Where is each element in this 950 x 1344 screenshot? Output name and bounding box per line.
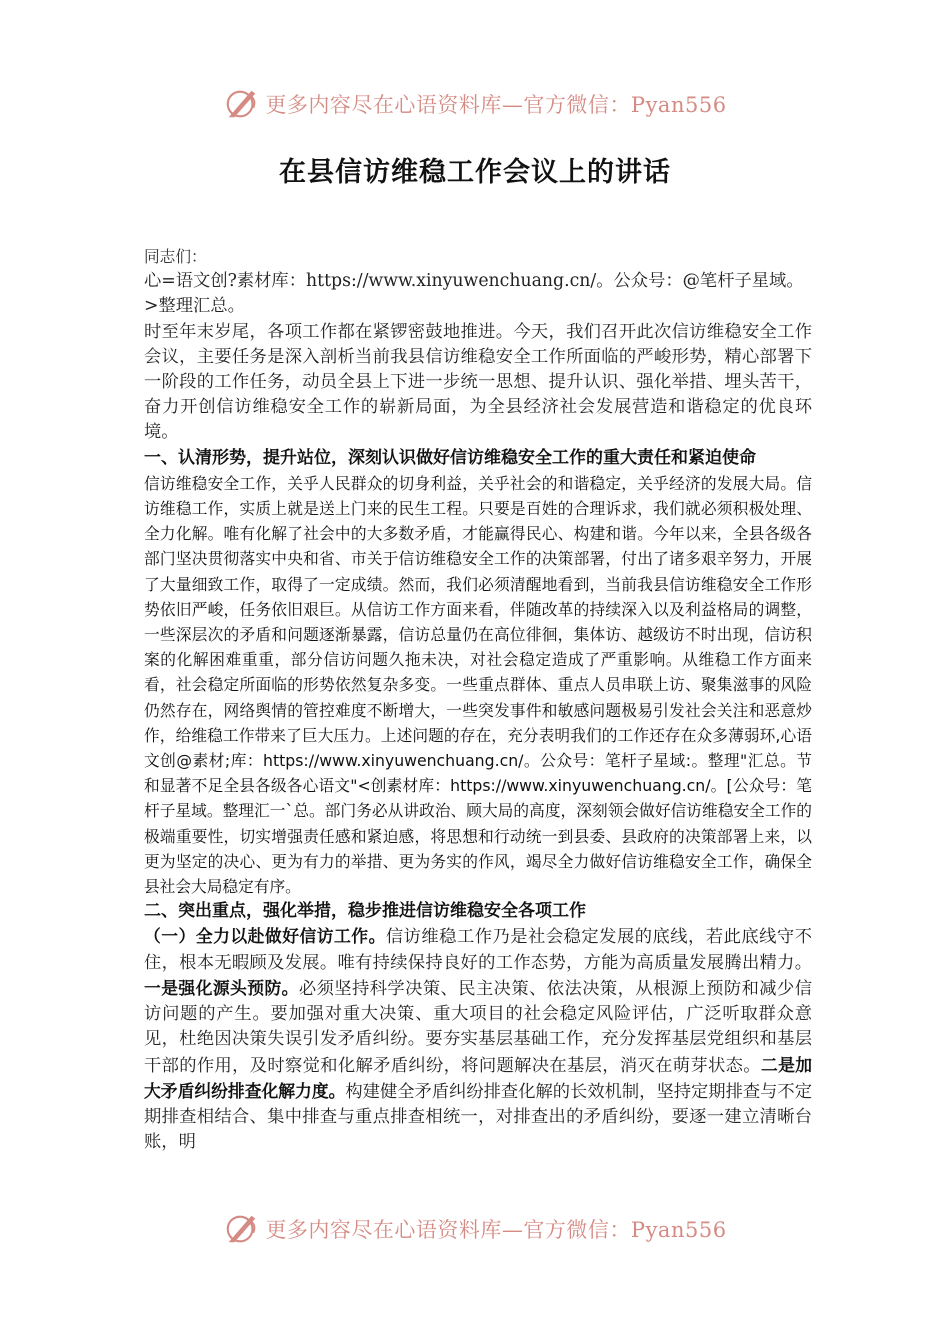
quill-pen-logo-icon <box>223 1210 261 1248</box>
section-2-heading: 二、突出重点，强化举措，稳步推进信访维稳安全各项工作 <box>144 901 586 922</box>
section-2-paragraph <box>144 924 812 1155</box>
quill-pen-logo-icon <box>223 85 261 123</box>
subsection-1-text: 信访维稳工作乃是社会稳定发展的底线，若此底线守不住，根本无暇顾及发展。唯有持续保持良好的工作态势，方能为高质量发展腾出精力。 <box>144 927 812 973</box>
document-body <box>144 244 812 1155</box>
banner-text: 更多内容尽在心语资料库—官方微信：Pyan556 <box>265 1218 727 1242</box>
point-1-label: 一是强化源头预防。 <box>144 977 299 998</box>
banner-text: 更多内容尽在心语资料库—官方微信：Pyan556 <box>265 93 727 117</box>
source-note: 心=语文创?素材库：https://www.xinyuwenchuang.cn/。公众号：@笔杆子星域。>整理汇总。 <box>144 271 804 317</box>
document-title: 在县信访维稳工作会议上的讲话 <box>279 157 671 188</box>
subsection-1-label: （一）全力以赴做好信访工作。 <box>144 926 386 947</box>
intro-paragraph: 时至年末岁尾，各项工作都在紧锣密鼓地推进。今天，我们召开此次信访维稳安全工作会议，主要任务是深入剖析当前我县信访维稳安全工作所面临的严峻形势，精心部署下一阶段的工作任务，动员全县上下进一步统一思想、提升认识、强化举措、埋头苦干，奋力开创信访维稳安全工作的崭新局面，为全县经济社会发展营造和谐稳定的优良环境。 <box>144 321 812 443</box>
point-1-text: 必须坚持科学决策、民主决策、依法决策，从根源上预防和减少信访问题的产生。要加强对重大决策、重大项目的社会稳定风险评估，广泛听取群众意见，杜绝因决策失误引发矛盾纠纷。要夯实基层基础工作，充分发挥基层党组织和基层干部的作用，及时察觉和化解矛盾纠纷，将问题解决在基层，消灭在萌芽状态。 <box>144 978 812 1076</box>
footer-banner <box>0 1205 950 1253</box>
header-banner <box>0 80 950 128</box>
section-1-heading: 一、认清形势，提升站位，深刻认识做好信访维稳安全工作的重大责任和紧迫使命 <box>144 447 756 468</box>
point-2-label: 二是加大矛盾纠纷排查化解力度。 <box>144 1054 812 1101</box>
section-1-paragraph: 信访维稳安全工作，关乎人民群众的切身利益，关乎社会的和谐稳定，关乎经济的发展大局。信访维稳工作，实质上就是送上门来的民生工程。只要是百姓的合理诉求，我们就必须积极处理、全力化解。唯有化解了社会中的大多数矛盾，才能赢得民心、构建和谐。今年以来，全县各级各部门坚决贯彻落实中央和省、市关于信访维稳安全工作的决策部署，付出了诸多艰辛努力，开展了大量细致工作，取得了一定成绩。然而，我们必须清醒地看到，当前我县信访维稳安全工作形势依旧严峻，任务依旧艰巨。从信访工作方面来看，伴随改革的持续深入以及利益格局的调整，一些深层次的矛盾和问题逐渐暴露，信访总量仍在高位徘徊，集体访、越级访不时出现，信访积案的化解困难重重，部分信访问题久拖未决，对社会稳定造成了严重影响。从维稳工作方面来看，社会稳定所面临的形势依然复杂多变。一些重点群体、重点人员串联上访、聚集滋事的风险仍然存在，网络舆情的管控难度不断增大，一些突发事件和敏感问题极易引发社会关注和恶意炒作，给维稳工作带来了巨大压力。上述问题的存在，充分表明我们的工作还存在众多薄弱环,心语文创@素材;库：https://www.xinyuwenchuang.cn/。公众号：笔杆子星域:。整理"汇总。节和显著不足全县各级各心语文"<创素材库：https://www.xinyuwenchuang.cn/。[公众号：笔杆子星域。整理汇一`总。部门务必从讲政治、顾大局的高度，深刻领会做好信访维稳安全工作的极端重要性，切实增强责任感和紧迫感，将思想和行动统一到县委、县政府的决策部署上来，以更为坚定的决心、更为有力的举措、更为务实的作风，竭尽全力做好信访维稳安全工作，确保全县社会大局稳定有序。 <box>144 473 812 897</box>
point-2-text: 构建健全矛盾纠纷排查化解的长效机制，坚持定期排查与不定期排查相结合、集中排查与重点排查相统一，对排查出的矛盾纠纷，要逐一建立清晰台账，明 <box>144 1081 812 1153</box>
greeting: 同志们： <box>144 247 207 266</box>
